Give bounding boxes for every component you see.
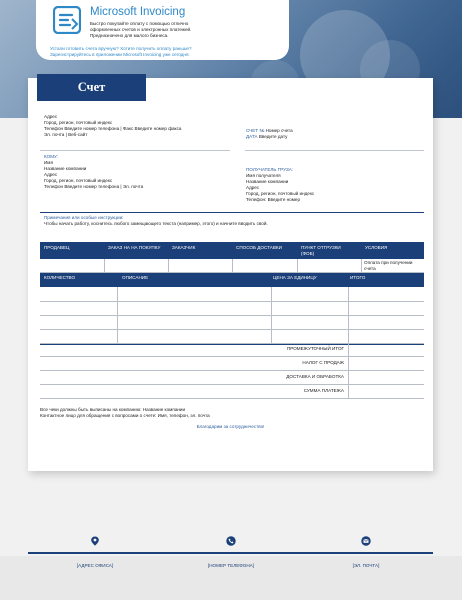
bill-to-phone[interactable]: Телефон Введите номер телефона | Эл. почта bbox=[44, 184, 144, 189]
promo-card[interactable] bbox=[36, 0, 289, 60]
table-row bbox=[40, 356, 424, 357]
cell-divider bbox=[168, 259, 169, 272]
cell-divider bbox=[104, 259, 105, 272]
invoice-number-label: СЧЕТ № bbox=[246, 128, 265, 133]
table-row[interactable] bbox=[40, 329, 424, 330]
bill-to-company[interactable]: Название компании bbox=[44, 166, 87, 171]
col-description: ОПИСАНИЕ bbox=[122, 275, 149, 280]
terms-value[interactable]: Оплата при получении счета bbox=[364, 260, 413, 272]
divider bbox=[40, 212, 424, 213]
shipping-label: ДОСТАВКА И ОБРАБОТКА bbox=[286, 374, 344, 379]
col-requisitioner: ЗАКАЗЧИК bbox=[172, 245, 196, 250]
invoice-title[interactable]: Счет bbox=[77, 80, 106, 94]
questions-note[interactable]: Контактное лицо для обращения с вопросами о счете: Имя, телефон, эл. почта bbox=[40, 413, 210, 418]
footer-band bbox=[0, 510, 462, 556]
ship-to-address[interactable]: Адрес bbox=[246, 185, 260, 190]
col-purchase-order: ЗАКАЗ НА НА ПОКУПКУ bbox=[108, 245, 161, 250]
sender-phone-fax[interactable]: Телефон Введите номер телефона | Факс Введите номер факса bbox=[44, 126, 182, 131]
cell-divider bbox=[348, 344, 349, 398]
email-icon bbox=[361, 536, 371, 546]
table-row bbox=[40, 370, 424, 371]
payable-note[interactable]: Все чеки должны быть выписаны на компанию: Название компании bbox=[40, 407, 186, 412]
bill-to-city[interactable]: Город, регион, почтовый индекс bbox=[44, 178, 113, 183]
divider bbox=[245, 150, 424, 151]
promo-link-line2[interactable]: Зарегистрируйтесь в приложении Microsoft Invoicing уже сегодня. bbox=[50, 52, 190, 58]
bill-to-label: КОМУ: bbox=[44, 154, 59, 159]
col-fob: ПУНКТ ОТГРУЗКИ (ФОБ) bbox=[301, 245, 341, 256]
table-row[interactable] bbox=[40, 301, 424, 302]
col-salesperson: ПРОДАВЕЦ bbox=[44, 245, 70, 250]
promo-title: Microsoft Invoicing bbox=[90, 6, 186, 18]
location-pin-icon bbox=[90, 536, 100, 546]
invoice-title-tab bbox=[37, 74, 146, 101]
bill-to-name[interactable]: Имя bbox=[44, 160, 53, 165]
thank-you[interactable]: Благодарим за сотрудничество! bbox=[196, 424, 265, 429]
bill-to-address[interactable]: Адрес bbox=[44, 172, 58, 177]
cell-divider bbox=[361, 259, 362, 272]
cell-divider bbox=[117, 287, 118, 344]
footer-phone[interactable]: [НОМЕР ТЕЛЕФОНА] bbox=[207, 563, 255, 568]
ship-to-city[interactable]: Город, регион, почтовый индекс bbox=[246, 191, 315, 196]
invoice-date-label: ДАТА bbox=[246, 134, 258, 139]
footer-divider bbox=[28, 552, 433, 554]
ship-to-phone[interactable]: Телефон: Введите номер bbox=[246, 197, 301, 202]
col-unit-price: ЦЕНА ЗА ЕДИНИЦУ bbox=[273, 275, 317, 280]
order-table-header bbox=[40, 242, 424, 259]
invoice-date-row bbox=[246, 134, 287, 140]
col-terms: УСЛОВИЯ bbox=[365, 245, 388, 250]
promo-links[interactable] bbox=[50, 46, 280, 58]
sender-city[interactable]: Город, регион, почтовый индекс bbox=[44, 120, 113, 125]
table-row[interactable] bbox=[40, 315, 424, 316]
invoice-date-value[interactable]: Введите дату bbox=[258, 134, 288, 139]
table-row bbox=[40, 384, 424, 385]
cell-divider bbox=[297, 259, 298, 272]
cell-divider bbox=[271, 287, 272, 344]
total-due-label: СУММА ПЛАТЕЖА bbox=[303, 388, 344, 393]
page-footer bbox=[0, 510, 462, 600]
ship-to-name[interactable]: Имя получателя bbox=[246, 173, 281, 178]
comments-label: Примечания или особые инструкции: bbox=[44, 215, 124, 220]
comments-text[interactable]: Чтобы начать работу, коснитесь любого замещающего текста (например, этого) и начните вводить свой. bbox=[44, 221, 268, 226]
subtotal-label: ПРОМЕЖУТОЧНЫЙ ИТОГ bbox=[286, 346, 344, 351]
footer-address[interactable]: [АДРЕС ОФИСА] bbox=[76, 563, 114, 568]
col-ship-method: СПОСОБ ДОСТАВКИ bbox=[236, 245, 282, 250]
divider bbox=[40, 344, 424, 345]
footer-email[interactable]: [ЭЛ. ПОЧТА] bbox=[352, 563, 380, 568]
sender-email-web[interactable]: Эл. почта | Веб-сайт bbox=[44, 132, 88, 137]
ship-to-label: ПОЛУЧАТЕЛЬ ГРУЗА: bbox=[246, 167, 294, 172]
col-quantity: КОЛИЧЕСТВО bbox=[44, 275, 76, 280]
table-row bbox=[40, 398, 424, 399]
invoice-number-value[interactable]: Номер счета bbox=[265, 128, 293, 133]
items-table-header bbox=[40, 273, 424, 287]
invoicing-logo-icon bbox=[53, 6, 81, 34]
invoice-page bbox=[28, 78, 433, 471]
divider bbox=[40, 150, 230, 151]
ship-to-company[interactable]: Название компании bbox=[246, 179, 289, 184]
promo-description: Быстро покупайте оплату с помощью отлично оформленных счетов и электронных платежей. Предназначено для малого бизнеса. bbox=[90, 21, 192, 39]
cell-divider bbox=[232, 259, 233, 272]
phone-icon bbox=[226, 536, 236, 546]
promo-link-line1[interactable]: Устали готовить счета вручную? Хотите получить оплату раньше? bbox=[50, 46, 192, 51]
tax-label: НАЛОГ С ПРОДАЖ bbox=[302, 360, 344, 365]
col-line-total: ИТОГО bbox=[350, 275, 366, 280]
cell-divider bbox=[348, 287, 349, 344]
sender-address[interactable]: Адрес bbox=[44, 114, 58, 119]
